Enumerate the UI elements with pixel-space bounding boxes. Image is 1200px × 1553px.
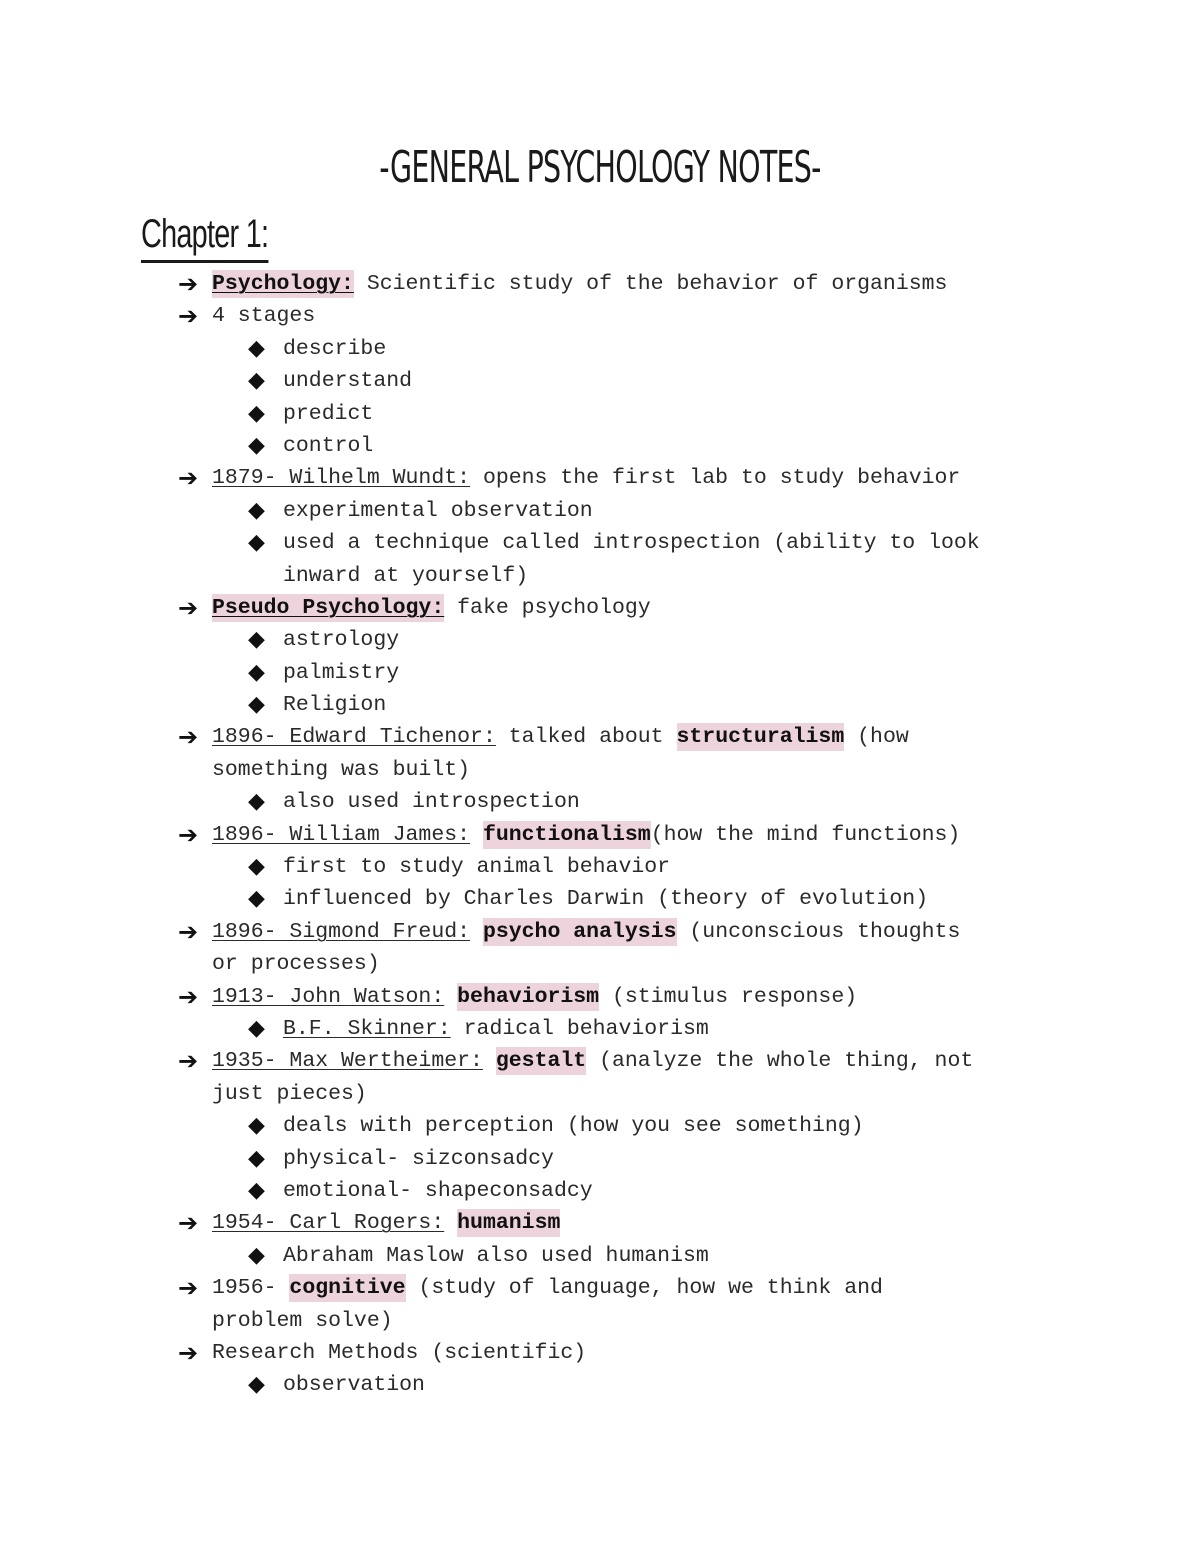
right-arrow-icon: ➔ bbox=[178, 270, 199, 298]
sub-list-item bbox=[0, 1240, 1200, 1272]
note-text: Scientific study of the behavior of organisms bbox=[353, 272, 948, 296]
note-text: (study of language, how we think and bbox=[405, 1276, 883, 1301]
list-item bbox=[0, 1078, 1200, 1110]
note-text: (unconscious thoughts bbox=[676, 919, 961, 944]
sub-list-item bbox=[0, 851, 1200, 883]
highlighted-term: Pseudo Psychology: bbox=[212, 595, 445, 620]
note-text: predict bbox=[283, 401, 374, 426]
chapter-heading: Chapter 1: bbox=[141, 208, 268, 263]
right-arrow-icon: ➔ bbox=[178, 1209, 199, 1238]
note-text: deals with perception (how you see something) bbox=[283, 1114, 864, 1139]
note-text: physical- sizconsadcy bbox=[283, 1146, 554, 1171]
diamond-bullet-icon: ◆ bbox=[248, 1177, 265, 1203]
sub-list-item bbox=[0, 365, 1200, 397]
diamond-bullet-icon: ◆ bbox=[248, 1145, 265, 1171]
note-text bbox=[444, 985, 457, 1009]
sub-list-item bbox=[0, 398, 1200, 430]
note-text: talked about bbox=[495, 725, 677, 750]
note-text: palmistry bbox=[283, 660, 400, 685]
list-item bbox=[0, 1305, 1200, 1337]
underlined-term: 1879- Wilhelm Wundt: bbox=[212, 466, 471, 491]
diamond-bullet-icon: ◆ bbox=[248, 1113, 265, 1139]
diamond-bullet-icon: ◆ bbox=[248, 1242, 265, 1268]
diamond-bullet-icon: ◆ bbox=[248, 497, 265, 523]
diamond-bullet-icon: ◆ bbox=[248, 692, 265, 718]
right-arrow-icon: ➔ bbox=[178, 302, 199, 331]
list-item bbox=[0, 1272, 1200, 1304]
list-item bbox=[0, 948, 1200, 980]
note-text: 4 stages bbox=[212, 304, 316, 329]
sub-list-item bbox=[0, 1110, 1200, 1142]
sub-list-item bbox=[0, 495, 1200, 527]
note-text: (how the mind functions) bbox=[650, 822, 961, 847]
note-text: something was built) bbox=[212, 757, 471, 782]
list-item bbox=[0, 462, 1200, 494]
underlined-term: 1913- John Watson: bbox=[212, 984, 445, 1009]
note-text: opens the first lab to study behavior bbox=[470, 466, 961, 491]
list-item bbox=[0, 916, 1200, 948]
note-text: or processes) bbox=[212, 952, 380, 977]
right-arrow-icon: ➔ bbox=[178, 464, 199, 493]
note-text: emotional- shapeconsadcy bbox=[283, 1178, 593, 1203]
right-arrow-icon: ➔ bbox=[178, 982, 199, 1011]
note-text: also used introspection bbox=[283, 790, 580, 815]
highlighted-term: Psychology: bbox=[212, 272, 354, 296]
highlighted-term: structuralism bbox=[676, 725, 845, 750]
sub-list-item bbox=[0, 430, 1200, 462]
note-text: influenced by Charles Darwin (theory of evolution) bbox=[283, 887, 929, 912]
list-item bbox=[0, 1337, 1200, 1369]
list-item bbox=[0, 754, 1200, 786]
diamond-bullet-icon: ◆ bbox=[248, 886, 265, 912]
note-text: astrology bbox=[283, 628, 400, 653]
note-text: (analyze the whole thing, not bbox=[586, 1049, 974, 1074]
list-item bbox=[0, 300, 1200, 332]
list-item bbox=[0, 1207, 1200, 1239]
diamond-bullet-icon: ◆ bbox=[248, 627, 265, 653]
right-arrow-icon: ➔ bbox=[178, 723, 199, 752]
note-text: control bbox=[283, 433, 374, 458]
right-arrow-icon: ➔ bbox=[178, 820, 199, 849]
sub-list-item bbox=[0, 1369, 1200, 1401]
right-arrow-icon: ➔ bbox=[178, 593, 199, 622]
sub-list-item bbox=[0, 560, 1200, 592]
diamond-bullet-icon: ◆ bbox=[248, 400, 265, 426]
sub-list-item bbox=[0, 1143, 1200, 1175]
sub-list-item bbox=[0, 1013, 1200, 1045]
note-text: describe bbox=[283, 336, 387, 361]
right-arrow-icon: ➔ bbox=[178, 1047, 199, 1076]
highlighted-term: psycho analysis bbox=[482, 919, 677, 944]
note-text: fake psychology bbox=[444, 595, 651, 620]
highlighted-term: humanism bbox=[457, 1211, 561, 1236]
underlined-term: B.F. Skinner: bbox=[283, 1016, 451, 1041]
sub-list-item bbox=[0, 527, 1200, 559]
note-text: problem solve) bbox=[212, 1308, 393, 1333]
diamond-bullet-icon: ◆ bbox=[248, 659, 265, 685]
highlighted-term: functionalism bbox=[482, 822, 651, 847]
list-item bbox=[0, 268, 1200, 300]
right-arrow-icon: ➔ bbox=[178, 917, 199, 946]
note-text: observation bbox=[283, 1373, 425, 1398]
right-arrow-icon: ➔ bbox=[178, 1274, 199, 1303]
note-text: Research Methods (scientific) bbox=[212, 1340, 587, 1365]
note-text: Religion bbox=[283, 693, 387, 718]
right-arrow-icon: ➔ bbox=[178, 1338, 199, 1367]
list-item bbox=[0, 981, 1200, 1013]
sub-list-item bbox=[0, 624, 1200, 656]
page-title: -GENERAL PSYCHOLOGY NOTES- bbox=[379, 142, 821, 193]
note-text: 1956- bbox=[212, 1276, 290, 1301]
underlined-term: 1896- Edward Tichenor: bbox=[212, 725, 496, 750]
underlined-term: 1935- Max Wertheimer: bbox=[212, 1049, 483, 1074]
underlined-term: 1954- Carl Rogers: bbox=[212, 1211, 445, 1236]
note-text bbox=[444, 1211, 457, 1235]
diamond-bullet-icon: ◆ bbox=[248, 1372, 265, 1398]
sub-list-item bbox=[0, 333, 1200, 365]
diamond-bullet-icon: ◆ bbox=[248, 854, 265, 880]
note-text: experimental observation bbox=[283, 498, 593, 523]
sub-list-item bbox=[0, 786, 1200, 818]
note-text: (how bbox=[844, 725, 909, 750]
note-text: used a technique called introspection (ability to look bbox=[283, 531, 980, 556]
diamond-bullet-icon: ◆ bbox=[248, 1015, 265, 1041]
note-text bbox=[470, 920, 483, 944]
note-text: (stimulus response) bbox=[599, 984, 858, 1009]
list-item bbox=[0, 592, 1200, 624]
diamond-bullet-icon: ◆ bbox=[248, 789, 265, 815]
note-text: understand bbox=[283, 369, 413, 394]
list-item bbox=[0, 819, 1200, 851]
note-text: inward at yourself) bbox=[283, 563, 529, 588]
underlined-term: 1896- Sigmond Freud: bbox=[212, 919, 471, 944]
highlighted-term: behaviorism bbox=[457, 984, 600, 1009]
highlighted-term: gestalt bbox=[495, 1049, 587, 1074]
note-text: first to study animal behavior bbox=[283, 855, 671, 880]
diamond-bullet-icon: ◆ bbox=[248, 368, 265, 394]
notes-list bbox=[0, 268, 1200, 1402]
list-item bbox=[0, 721, 1200, 753]
diamond-bullet-icon: ◆ bbox=[248, 432, 265, 458]
list-item bbox=[0, 1045, 1200, 1077]
note-text bbox=[483, 1049, 496, 1073]
sub-list-item bbox=[0, 1175, 1200, 1207]
sub-list-item bbox=[0, 657, 1200, 689]
note-text: just pieces) bbox=[212, 1081, 367, 1106]
note-text: Abraham Maslow also used humanism bbox=[283, 1243, 709, 1268]
diamond-bullet-icon: ◆ bbox=[248, 335, 265, 361]
sub-list-item bbox=[0, 689, 1200, 721]
sub-list-item bbox=[0, 883, 1200, 915]
underlined-term: 1896- William James: bbox=[212, 822, 471, 847]
note-text: radical behaviorism bbox=[450, 1016, 709, 1041]
diamond-bullet-icon: ◆ bbox=[248, 530, 265, 556]
note-text bbox=[470, 823, 483, 847]
highlighted-term: cognitive bbox=[289, 1276, 406, 1301]
